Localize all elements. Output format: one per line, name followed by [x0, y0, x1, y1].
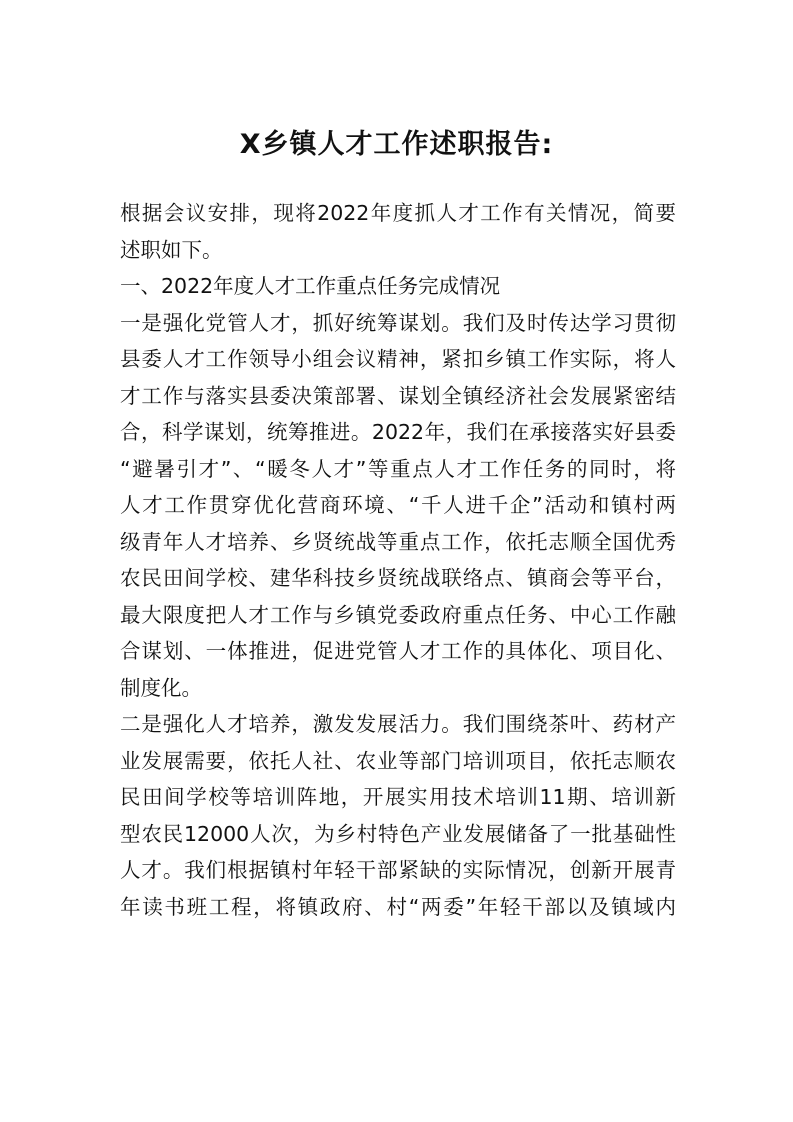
- body-line: 合，科学谋划，统筹推进。2022年，我们在承接落实好县委: [120, 420, 676, 444]
- body-line: 型农民12000人次，为乡村特色产业发展储备了一批基础性: [120, 821, 676, 846]
- body-line: 人才工作贯穿优化营商环境、“千人进千企”活动和镇村两: [120, 493, 676, 517]
- body-line: 业发展需要，依托人社、农业等部门培训项目，依托志顺农: [120, 748, 676, 773]
- body-line: 民田间学校等培训阵地，开展实用技术培训11期、培训新: [120, 785, 676, 809]
- body-line: “避暑引才”、“暖冬人才”等重点人才工作任务的同时，将: [120, 456, 676, 481]
- body-line: 二是强化人才培养，激发发展活力。我们围绕茶叶、药材产: [120, 712, 676, 736]
- document-title: X乡镇人才工作述职报告:: [239, 129, 554, 160]
- body-line: 县委人才工作领导小组会议精神，紧扣乡镇工作实际，将人: [120, 347, 676, 371]
- body-line: 人才。我们根据镇村年轻干部紧缺的实际情况，创新开展青: [120, 858, 676, 882]
- body-line: 年读书班工程，将镇政府、村“两委”年轻干部以及镇域内: [120, 894, 676, 919]
- document-body: [120, 195, 676, 925]
- body-line: 一是强化党管人才，抓好统筹谋划。我们及时传达学习贯彻: [120, 310, 676, 335]
- body-line: 根据会议安排，现将2022年度抓人才工作有关情况，简要: [120, 201, 676, 225]
- body-line: 才工作与落实县委决策部署、谋划全镇经济社会发展紧密结: [120, 383, 676, 408]
- body-line: 最大限度把人才工作与乡镇党委政府重点任务、中心工作融: [120, 602, 676, 627]
- body-line: 制度化。: [120, 675, 202, 700]
- body-line: 级青年人才培养、乡贤统战等重点工作，依托志顺全国优秀: [120, 529, 676, 554]
- body-line: 农民田间学校、建华科技乡贤统战联络点、镇商会等平台，: [120, 566, 676, 590]
- body-line: 述职如下。: [120, 237, 223, 262]
- section-heading: 一、2022年度人才工作重点任务完成情况: [120, 274, 501, 298]
- body-line: 合谋划、一体推进，促进党管人才工作的具体化、项目化、: [120, 639, 676, 663]
